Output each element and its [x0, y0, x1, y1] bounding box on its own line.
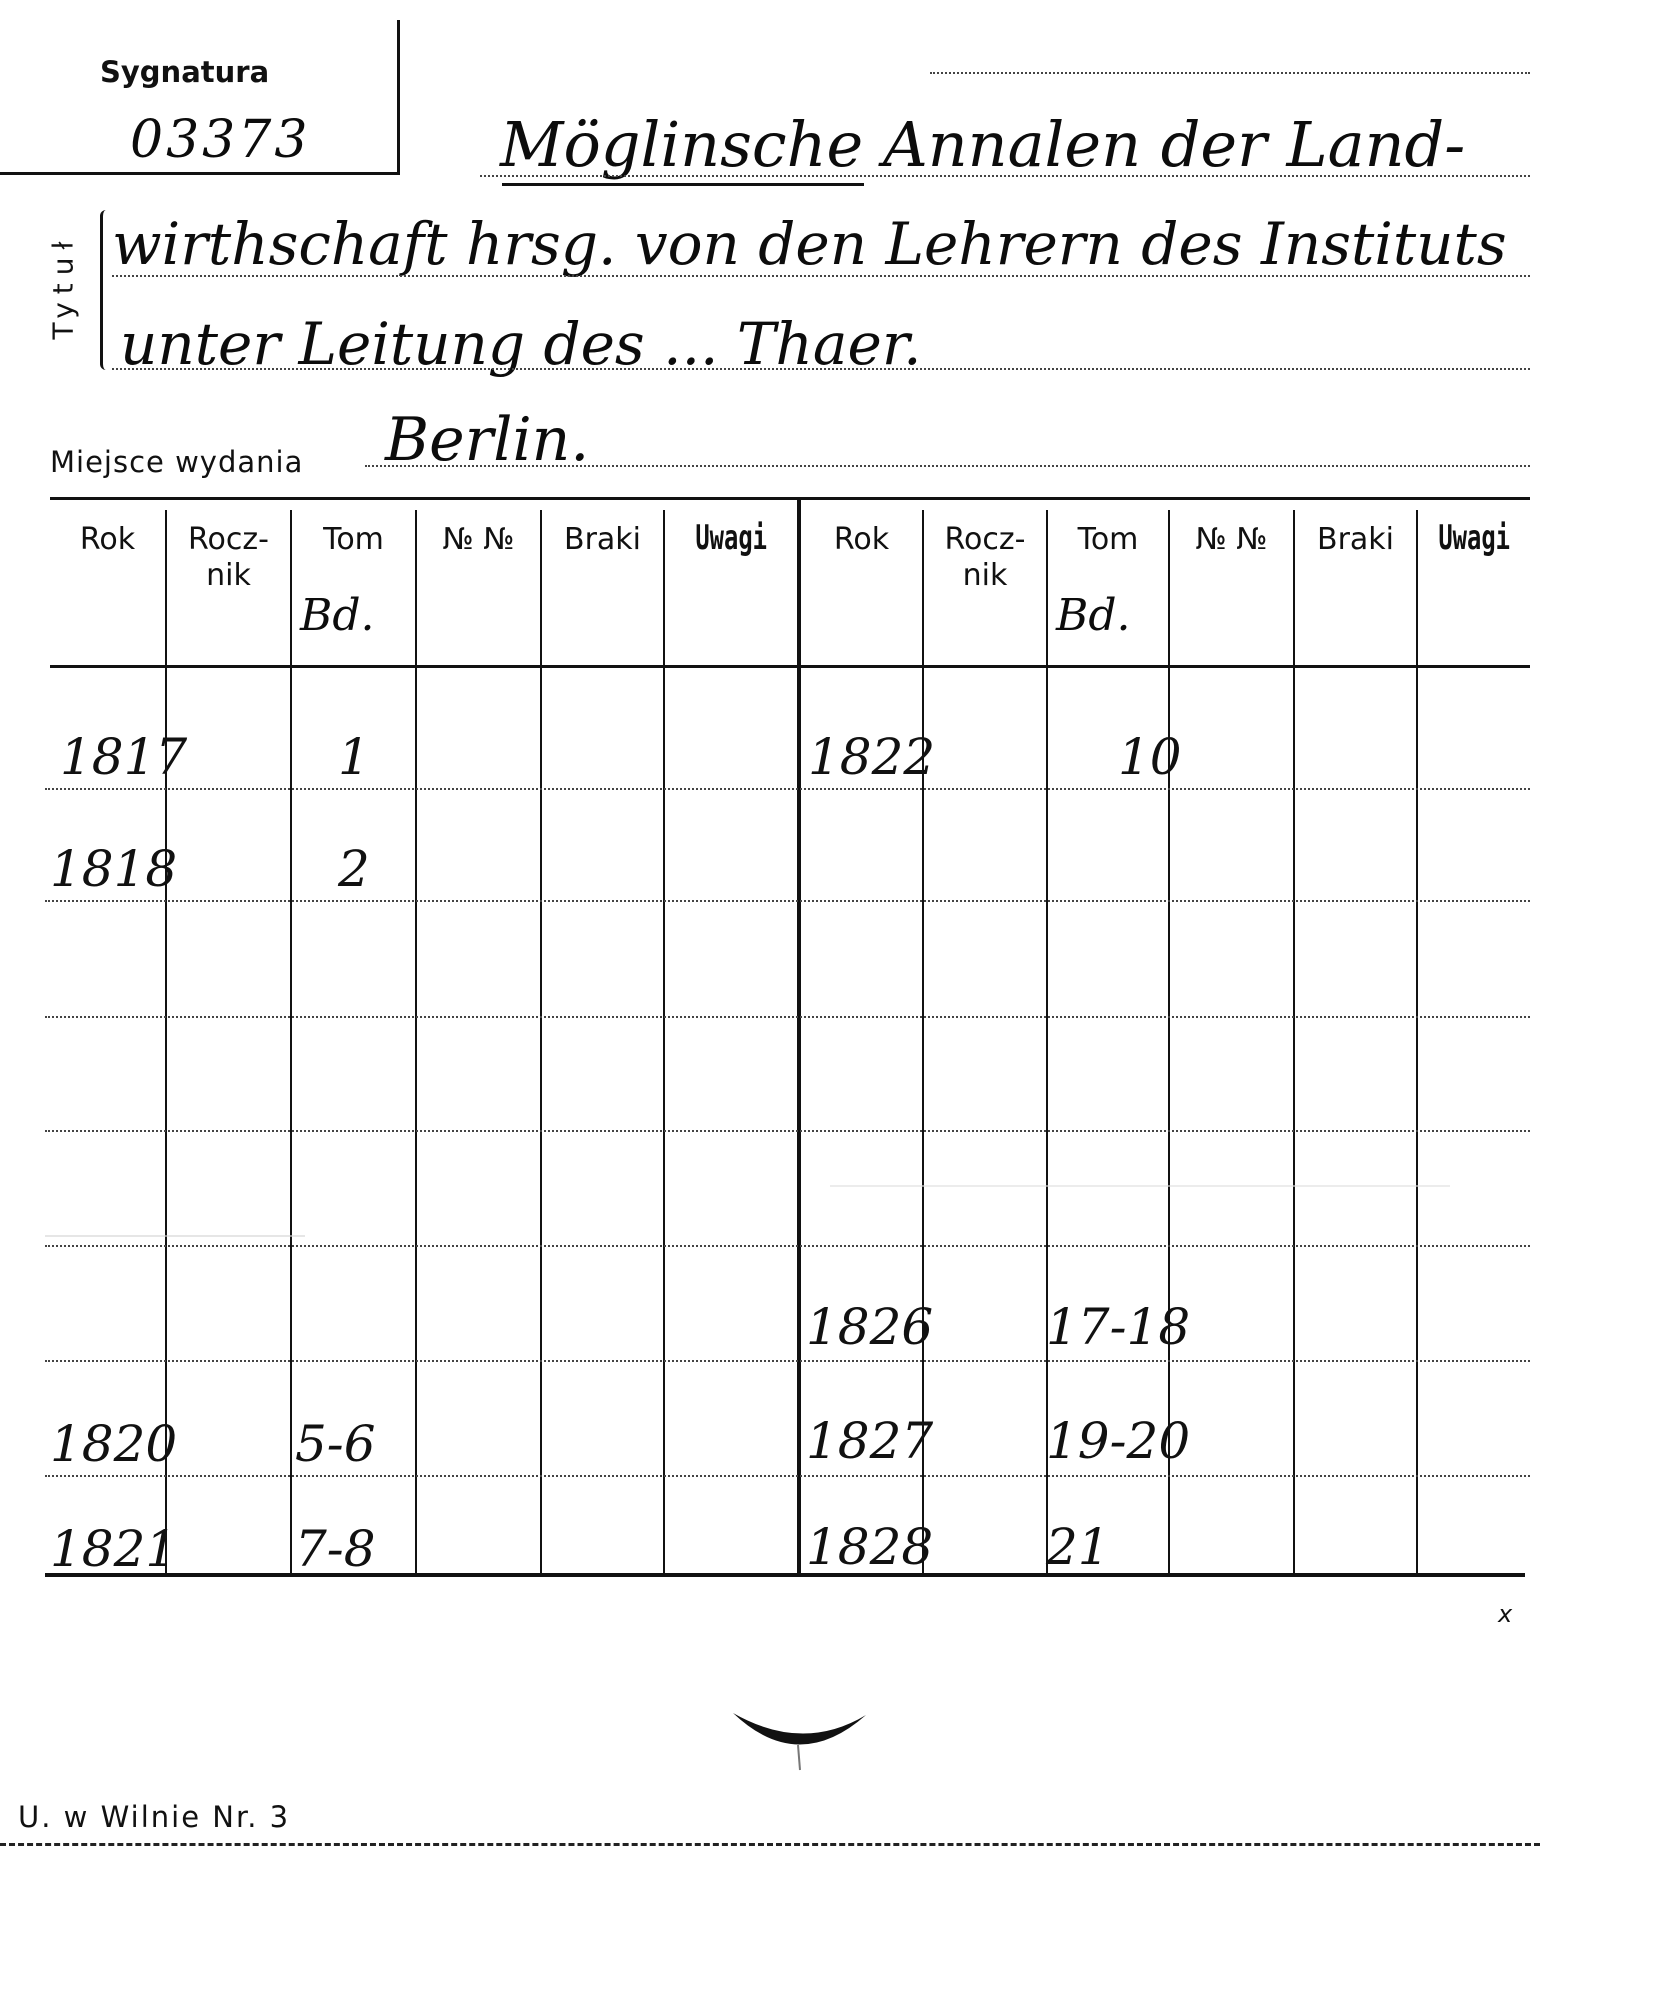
- header-rocznik: Rocz- nik: [944, 522, 1026, 593]
- column-divider: [540, 510, 542, 1573]
- column-divider: [290, 510, 292, 1573]
- table-header-border: [50, 665, 1530, 668]
- header-rok: Rok: [833, 522, 890, 557]
- footer-print-mark: U. w Wilnie Nr. 3: [18, 1800, 291, 1834]
- faint-bleedthrough: [45, 1195, 305, 1237]
- header-numery: № №: [1195, 522, 1268, 557]
- row-rule: [45, 1475, 1530, 1477]
- cell-rok: 1826: [806, 1298, 934, 1356]
- miejsce-label: Miejsce wydania: [50, 445, 304, 479]
- row-rule: [45, 788, 1530, 790]
- cell-tom: 17-18: [1046, 1298, 1191, 1356]
- sygnatura-label: Sygnatura: [100, 55, 270, 89]
- header-braki: Braki: [563, 522, 641, 557]
- header-tom: Tom: [1077, 522, 1139, 557]
- cell-tom: 19-20: [1046, 1412, 1191, 1470]
- miejsce-value: Berlin.: [385, 405, 590, 475]
- cell-rok: 1818: [50, 840, 178, 898]
- sygnatura-value: 03373: [130, 110, 311, 170]
- footer-edge-line: [0, 1843, 1540, 1846]
- cell-tom: 10: [1118, 728, 1182, 786]
- cell-rok: 1821: [50, 1520, 178, 1578]
- dotted-rule: [930, 72, 1530, 74]
- sygnatura-box-bottom-border: [0, 172, 400, 175]
- column-divider: [663, 510, 665, 1573]
- row-rule: [45, 900, 1530, 902]
- cell-rok: 1817: [60, 728, 188, 786]
- header-braki: Braki: [1316, 522, 1394, 557]
- cell-rok: 1822: [808, 728, 936, 786]
- row-rule: [45, 1016, 1530, 1018]
- center-divider: [797, 500, 801, 1573]
- column-divider: [165, 510, 167, 1573]
- header-uwagi: Uwagi: [695, 518, 767, 558]
- sygnatura-box-right-border: [397, 20, 400, 175]
- title-underline: [502, 183, 864, 186]
- header-tom: Tom: [323, 522, 384, 557]
- table-bottom-border: [45, 1573, 1525, 1577]
- header-rocznik: Rocz- nik: [188, 522, 269, 593]
- title-line-2: wirthschaft hrsg. von den Lehrern des Instituts: [112, 210, 1507, 278]
- punch-mark-icon: [728, 1705, 878, 1775]
- cell-rok: 1820: [50, 1415, 178, 1473]
- cell-tom: 21: [1046, 1518, 1110, 1576]
- header-uwagi: Uwagi: [1438, 518, 1510, 558]
- cell-rok: 1828: [806, 1518, 934, 1576]
- cell-tom: 5-6: [295, 1415, 376, 1473]
- title-line-1: Möglinsche Annalen der Land-: [500, 108, 1466, 181]
- header-numery: № №: [442, 522, 515, 557]
- row-rule: [45, 1360, 1530, 1362]
- column-divider: [1416, 510, 1418, 1573]
- header-tom-note: Bd.: [300, 590, 375, 641]
- corner-mark: x: [1498, 1600, 1513, 1628]
- table-top-border: [50, 497, 1530, 500]
- title-line-3: unter Leitung des ... Thaer.: [120, 310, 922, 378]
- cell-tom: 1: [338, 728, 370, 786]
- row-rule: [45, 1245, 1530, 1247]
- row-rule: [45, 1130, 1530, 1132]
- cell-tom: 7-8: [295, 1520, 376, 1578]
- faint-bleedthrough: [830, 1145, 1450, 1187]
- header-tom-note: Bd.: [1056, 590, 1131, 641]
- column-divider: [1293, 510, 1295, 1573]
- cell-tom: 2: [338, 840, 370, 898]
- dotted-rule: [112, 275, 1530, 277]
- dotted-rule: [480, 175, 1530, 177]
- dotted-rule: [365, 465, 1530, 467]
- dotted-rule: [112, 368, 1530, 370]
- tytul-side-label: Tytuł: [46, 233, 80, 340]
- header-rok: Rok: [79, 522, 136, 557]
- column-divider: [415, 510, 417, 1573]
- cell-rok: 1827: [806, 1412, 934, 1470]
